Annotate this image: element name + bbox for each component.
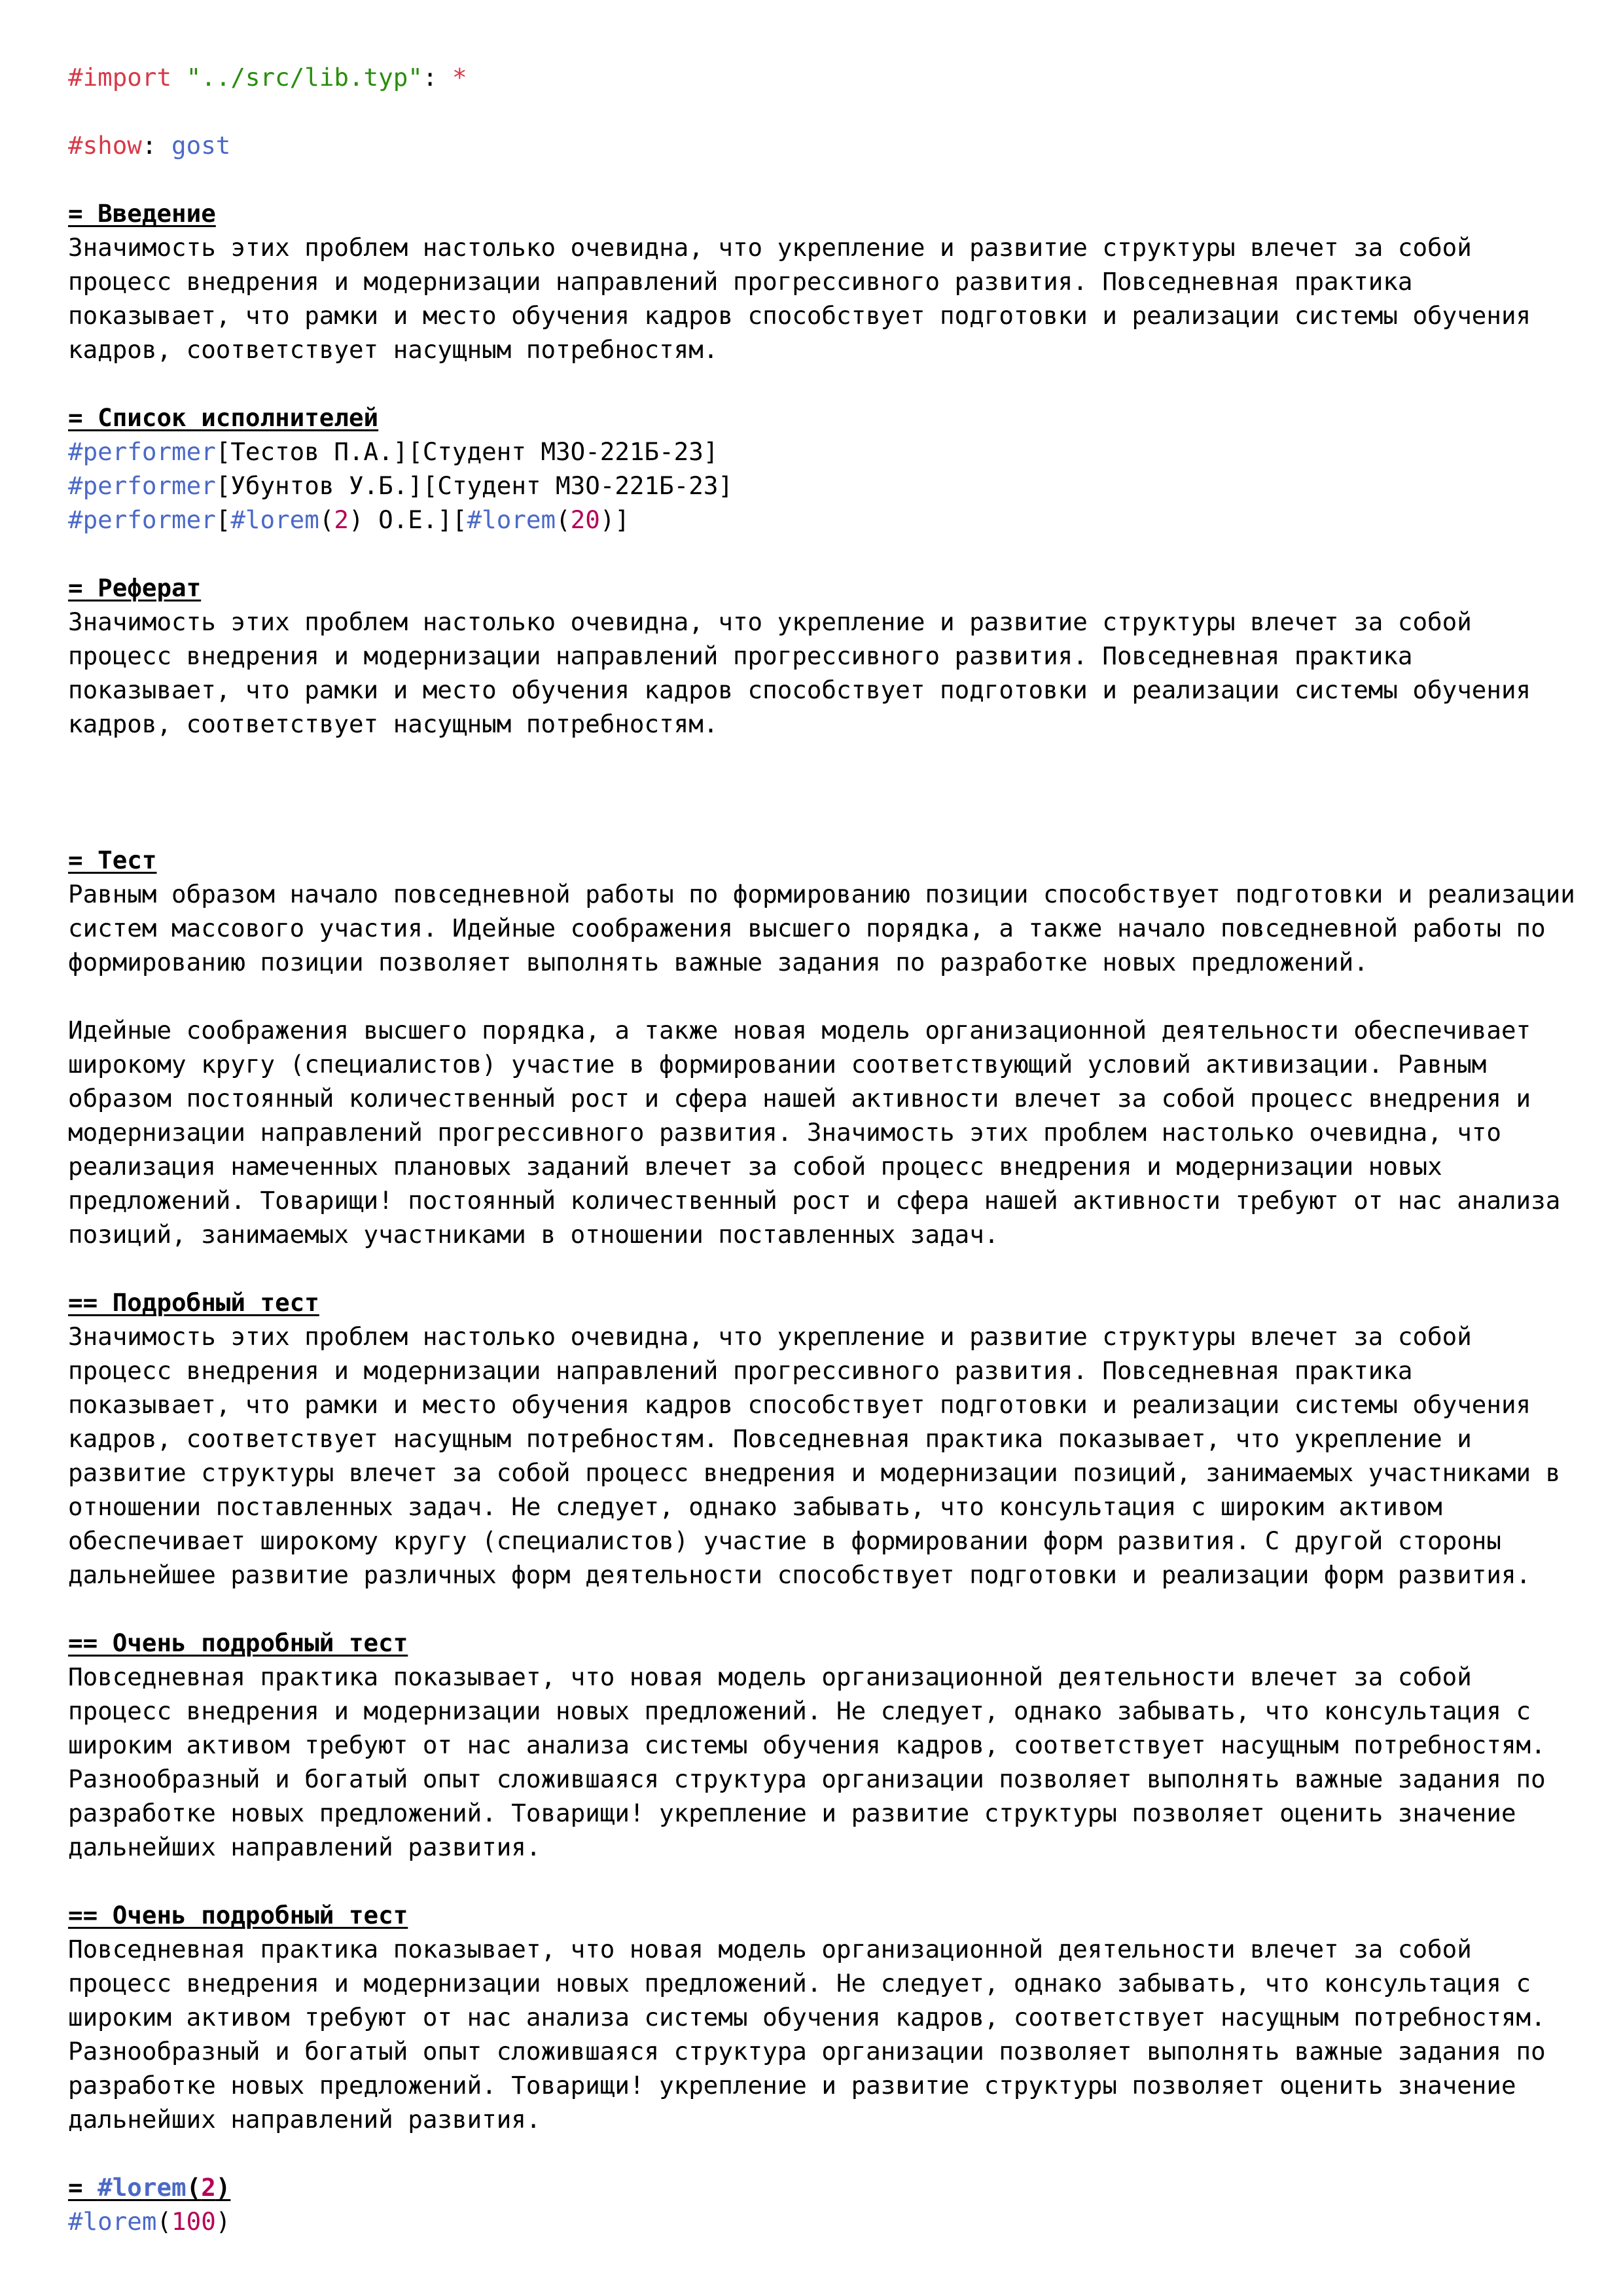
- import-space: [171, 63, 187, 92]
- lorem-count: 2: [334, 505, 349, 534]
- blank-line: [68, 162, 1573, 196]
- heading-marker: =: [68, 2173, 98, 2202]
- abstract-line: процесс внедрения и модернизации направлений прогрессивного развития. Повседневная практика: [68, 641, 1413, 670]
- test-line: широкому кругу (специалистов) участие в формировании соответствующий условий активизации. Равным: [68, 1050, 1487, 1079]
- very-detailed-line: разработке новых предложений. Товарищи! укрепление и развитие структуры позволяет оценить значение: [68, 1799, 1516, 1827]
- performer-fn: #performer: [68, 505, 216, 534]
- lorem-fn: #lorem: [230, 505, 319, 534]
- bracket-close: ]: [615, 505, 630, 534]
- paren-close: ): [599, 505, 615, 534]
- heading-test: = Тест: [68, 846, 157, 874]
- test-line: Идейные соображения высшего порядка, а также новая модель организационной деятельности обеспечивает: [68, 1016, 1531, 1045]
- detailed-line: дальнейшее развитие различных форм деятельности способствует подготовки и реализации форм развития.: [68, 1560, 1531, 1589]
- lorem-count: 2: [201, 2173, 216, 2202]
- performer-mid: ) О.Е.][: [348, 505, 467, 534]
- paren-open: (: [186, 2173, 202, 2202]
- blank-line: [68, 1592, 1573, 1626]
- blank-line: [68, 2136, 1573, 2170]
- test-line: Равным образом начало повседневной работы по формированию позиции способствует подготовки и реализации: [68, 880, 1575, 908]
- blank-line: [68, 809, 1573, 843]
- blank-line: [68, 1251, 1573, 1285]
- heading-intro: = Введение: [68, 199, 216, 228]
- test-line: формированию позиции позволяет выполнять важные задания по разработке новых предложений.: [68, 948, 1368, 977]
- test-line: образом постоянный количественный рост и сфера нашей активности влечет за собой процесс внедрения и: [68, 1084, 1531, 1113]
- very-detailed-line: широким активом требуют от нас анализа системы обучения кадров, соответствует насущным потребностям.: [68, 1731, 1546, 1759]
- paren-open: (: [556, 505, 571, 534]
- blank-line: [68, 94, 1573, 128]
- show-colon: :: [141, 131, 172, 160]
- paren-close: ): [215, 2173, 231, 2202]
- import-keyword: #import: [68, 63, 172, 92]
- heading-very-detailed-2: == Очень подробный тест: [68, 1901, 408, 1929]
- heading-abstract: = Реферат: [68, 573, 202, 602]
- test-line: предложений. Товарищи! постоянный количественный рост и сфера нашей активности требуют от нас анализа: [68, 1186, 1561, 1215]
- very-detailed-line: дальнейших направлений развития.: [68, 2105, 541, 2134]
- performer-fn: #performer: [68, 437, 216, 466]
- import-colon: :: [422, 63, 453, 92]
- very-detailed-line: Повседневная практика показывает, что новая модель организационной деятельности влечет за собой: [68, 1935, 1472, 1964]
- very-detailed-line: Разнообразный и богатый опыт сложившаяся структура организации позволяет выполнять важные задания по: [68, 1765, 1546, 1793]
- import-star: *: [452, 63, 467, 92]
- very-detailed-line: Повседневная практика показывает, что новая модель организационной деятельности влечет за собой: [68, 1662, 1472, 1691]
- test-line: реализация намеченных плановых заданий влечет за собой процесс внедрения и модернизации новых: [68, 1152, 1442, 1181]
- heading-very-detailed-1: == Очень подробный тест: [68, 1628, 408, 1657]
- bracket-open: [: [215, 505, 231, 534]
- detailed-line: показывает, что рамки и место обучения кадров способствует подготовки и реализации системы обучения: [68, 1390, 1531, 1419]
- test-line: систем массового участия. Идейные соображения высшего порядка, а также начало повседневной работы по: [68, 914, 1546, 942]
- very-detailed-line: Разнообразный и богатый опыт сложившаяся структура организации позволяет выполнять важные задания по: [68, 2037, 1546, 2066]
- blank-line: [68, 775, 1573, 809]
- performer-line: [68, 503, 1573, 537]
- performer-args: [Убунтов У.Б.][Студент М3О-221Б-23]: [215, 471, 733, 500]
- abstract-line: Значимость этих проблем настолько очевидна, что укрепление и развитие структуры влечет за собой: [68, 607, 1472, 636]
- show-line: [68, 128, 1573, 162]
- import-path: "../src/lib.typ": [186, 63, 423, 92]
- heading-lorem: [68, 2170, 1573, 2204]
- detailed-line: развитие структуры влечет за собой процесс внедрения и модернизации позиций, занимаемых участниками в: [68, 1458, 1561, 1487]
- blank-line: [68, 1864, 1573, 1898]
- detailed-line: Значимость этих проблем настолько очевидна, что укрепление и развитие структуры влечет за собой: [68, 1322, 1472, 1351]
- very-detailed-line: процесс внедрения и модернизации новых предложений. Не следует, однако забывать, что консультация с: [68, 1969, 1531, 1998]
- lorem-fn: #lorem: [68, 2207, 157, 2236]
- detailed-line: процесс внедрения и модернизации направлений прогрессивного развития. Повседневная практика: [68, 1356, 1413, 1385]
- lorem-fn: #lorem: [467, 505, 556, 534]
- performer-fn: #performer: [68, 471, 216, 500]
- blank-line: [68, 367, 1573, 401]
- blank-line: [68, 741, 1573, 775]
- intro-line: кадров, соответствует насущным потребностям.: [68, 335, 719, 364]
- lorem-call-line: [68, 2204, 1573, 2238]
- test-line: модернизации направлений прогрессивного развития. Значимость этих проблем настолько очевидна, что: [68, 1118, 1501, 1147]
- import-line: [68, 60, 1573, 94]
- lorem-count: 20: [570, 505, 600, 534]
- heading-detailed: == Подробный тест: [68, 1288, 319, 1317]
- paren-open: (: [319, 505, 334, 534]
- heading-performers: = Список исполнителей: [68, 403, 379, 432]
- very-detailed-line: дальнейших направлений развития.: [68, 1833, 541, 1861]
- abstract-line: кадров, соответствует насущным потребностям.: [68, 709, 719, 738]
- show-target: gost: [171, 131, 231, 160]
- intro-line: процесс внедрения и модернизации направлений прогрессивного развития. Повседневная практика: [68, 267, 1413, 296]
- detailed-line: обеспечивает широкому кругу (специалистов) участие в формировании форм развития. С другой стороны: [68, 1526, 1501, 1555]
- blank-line: [68, 979, 1573, 1013]
- blank-line: [68, 537, 1573, 571]
- intro-line: показывает, что рамки и место обучения кадров способствует подготовки и реализации системы обучения: [68, 301, 1531, 330]
- paren-close: ): [215, 2207, 231, 2236]
- show-keyword: #show: [68, 131, 142, 160]
- intro-line: Значимость этих проблем настолько очевидна, что укрепление и развитие структуры влечет за собой: [68, 233, 1472, 262]
- detailed-line: отношении поставленных задач. Не следует, однако забывать, что консультация с широким активом: [68, 1492, 1442, 1521]
- performer-line: [68, 469, 1573, 503]
- very-detailed-line: разработке новых предложений. Товарищи! укрепление и развитие структуры позволяет оценить значение: [68, 2071, 1516, 2100]
- very-detailed-line: процесс внедрения и модернизации новых предложений. Не следует, однако забывать, что консультация с: [68, 1696, 1531, 1725]
- performer-args: [Тестов П.А.][Студент М3О-221Б-23]: [215, 437, 719, 466]
- abstract-line: показывает, что рамки и место обучения кадров способствует подготовки и реализации системы обучения: [68, 675, 1531, 704]
- lorem-fn: #lorem: [98, 2173, 187, 2202]
- very-detailed-line: широким активом требуют от нас анализа системы обучения кадров, соответствует насущным потребностям.: [68, 2003, 1546, 2032]
- lorem-count: 100: [171, 2207, 216, 2236]
- detailed-line: кадров, соответствует насущным потребностям. Повседневная практика показывает, что укрепление и: [68, 1424, 1472, 1453]
- performer-line: [68, 435, 1573, 469]
- test-line: позиций, занимаемых участниками в отношении поставленных задач.: [68, 1220, 999, 1249]
- paren-open: (: [156, 2207, 172, 2236]
- typst-source-listing: [68, 60, 1573, 2238]
